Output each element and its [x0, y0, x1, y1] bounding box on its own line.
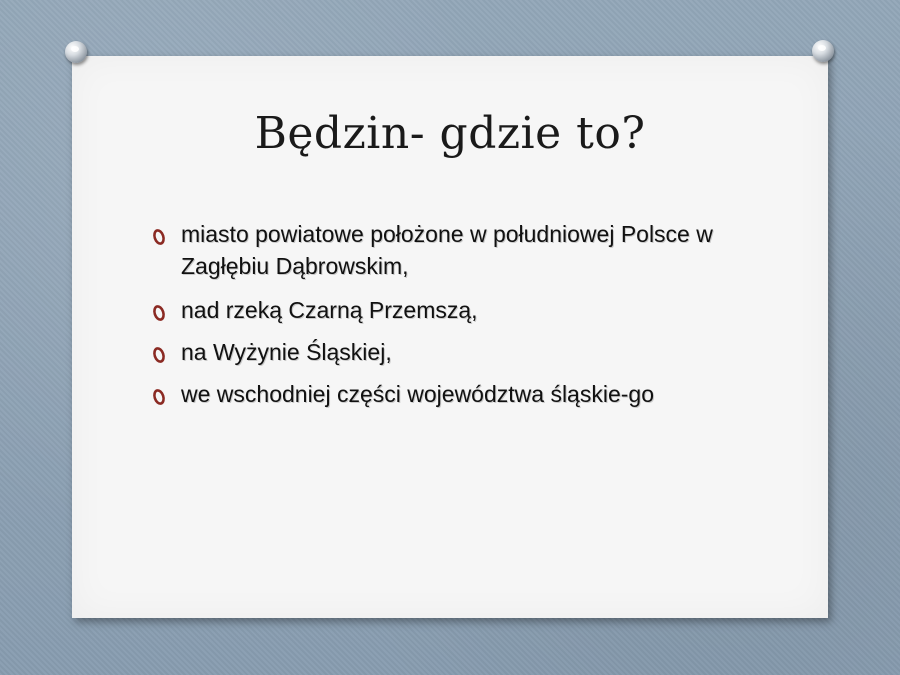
pushpin-icon — [65, 41, 87, 63]
bullet-text: miasto powiatowe położone w południowej Polsce w Zagłębiu Dąbrowskim, — [181, 221, 713, 279]
pushpin-icon — [812, 40, 834, 62]
bullet-item — [150, 336, 750, 368]
o-bullet-icon — [152, 388, 166, 406]
o-bullet-icon — [152, 346, 166, 364]
o-bullet-icon — [152, 228, 166, 246]
bullet-text: nad rzeką Czarną Przemszą, — [181, 297, 478, 323]
bullet-item — [150, 218, 750, 282]
bullet-list — [150, 218, 750, 422]
bullet-text: na Wyżynie Śląskiej, — [181, 339, 392, 365]
slide-title: Będzin- gdzie to? — [254, 108, 646, 159]
bullet-item — [150, 294, 750, 326]
o-bullet-icon — [152, 304, 166, 322]
bullet-item — [150, 378, 750, 410]
bullet-text: we wschodniej części województwa śląskie-go — [181, 381, 654, 407]
